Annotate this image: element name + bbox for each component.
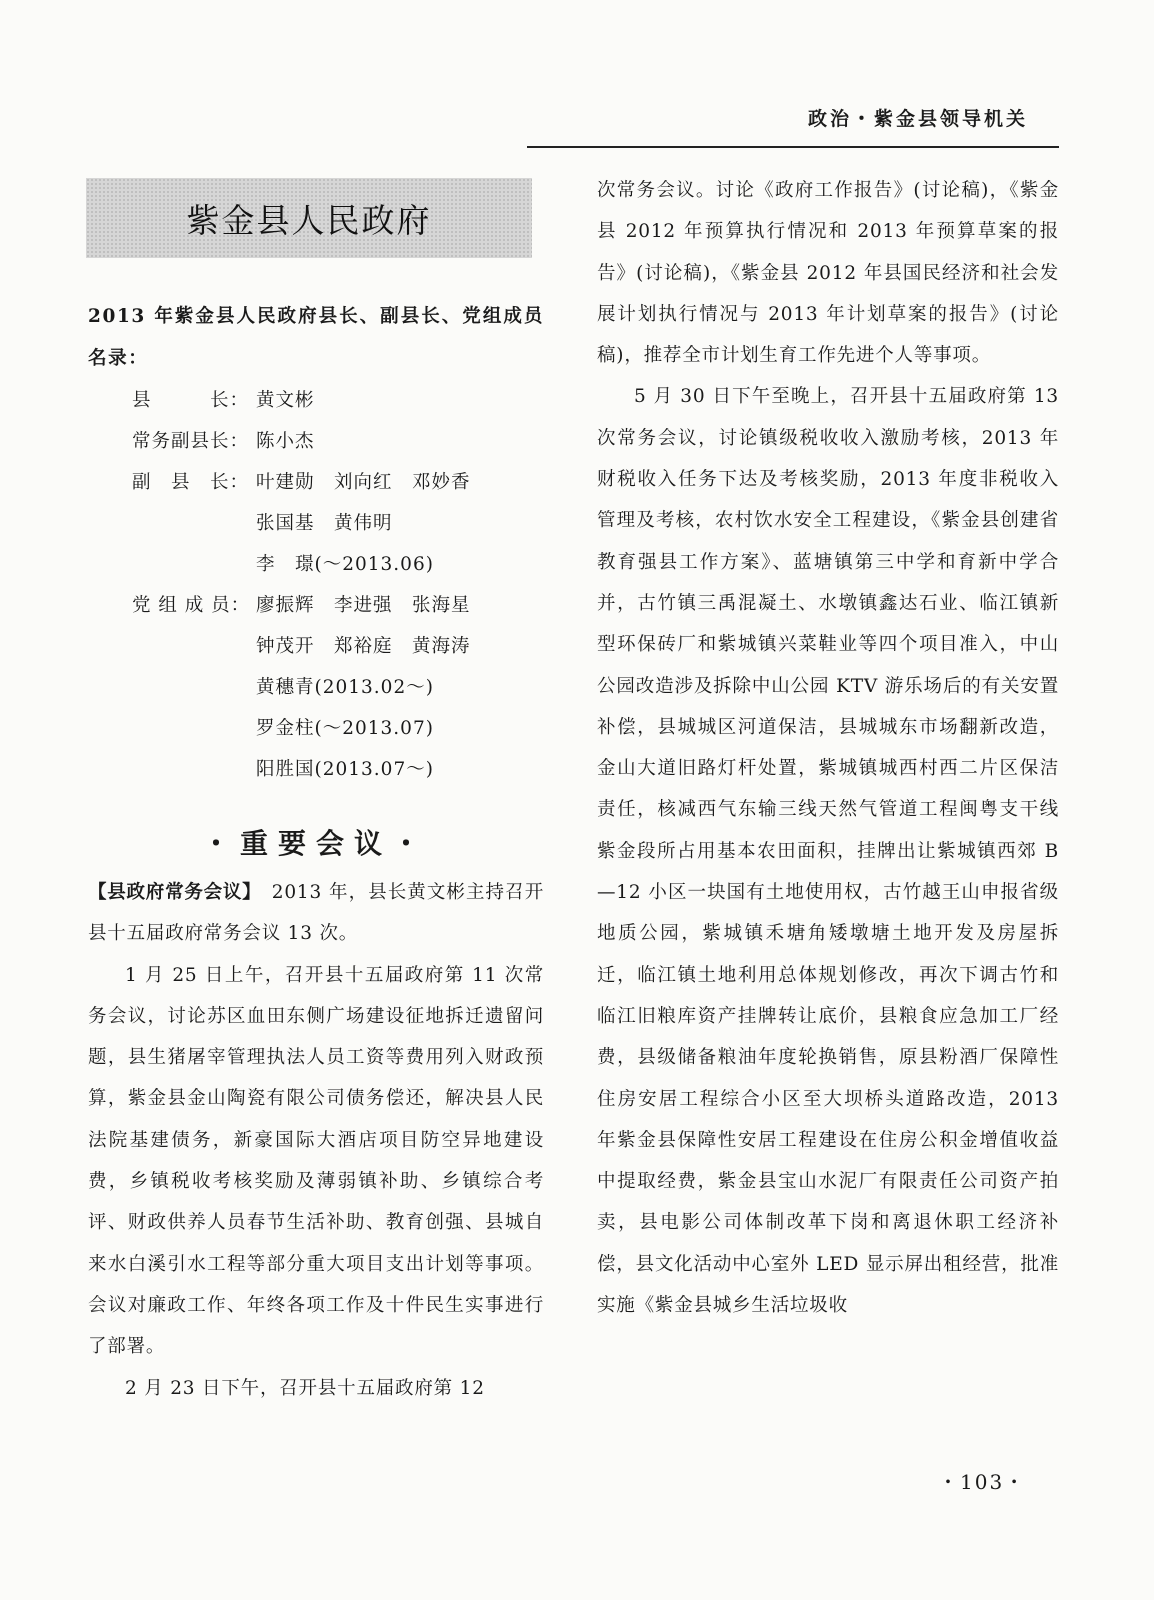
roster-name-line: 钟茂开 郑裕庭 黄海涛 [256,636,471,657]
roster-name-line: 阳胜国(2013.07～) [256,759,434,780]
body-paragraph: 次常务会议。讨论《政府工作报告》(讨论稿)，《紫金县 2012 年预算执行情况和 2013 年预算草案的报告》(讨论稿)，《紫金县 2012 年县国民经济和社会发展计划执行情况与 2013 年计划草案的报告》(讨论稿)，推荐全市计划生育工作先进个人等事项。 [597,180,1059,367]
roster-names [256,585,544,790]
body-paragraph: 5 月 30 日下午至晚上，召开县十五届政府第 13 次常务会议，讨论镇级税收收入激励考核，2013 年财税收入任务下达及考核奖励，2013 年度非税收入管理及考核，农村饮水安全工程建设，《紫金县创建省教育强县工作方案》、蓝塘镇第三中学和育新中学合并，古竹镇三禹混凝土、水墩镇鑫达石业、临江镇新型环保砖厂和紫城镇兴菜鞋业等四个项目准入，中山公园改造涉及拆除中山公园 KTV 游乐场后的有关安置补偿，县城城区河道保洁，县城城东市场翻新改造，金山大道旧路灯杆处置，紫城镇城西村西二片区保洁责任，核减西气东输三线天然气管道工程闽粤支干线紫金段所占用基本农田面积，挂牌出让紫城镇西郊 B—12 小区一块国有土地使用权，古竹越王山申报省级地质公园，紫城镇禾塘角矮墩塘土地开发及房屋拆迁，临江镇土地利用总体规划修改，再次下调古竹和临江旧粮库资产挂牌转让底价，县粮食应急加工厂经费，县级储备粮油年度轮换销售，原县粉酒厂保障性住房安居工程综合小区至大坝桥头道路改造，2013 年紫金县保障性安居工程建设在住房公积金增值收益中提取经费，紫金县宝山水泥厂有限责任公司资产拍卖，县电影公司体制改革下岗和离退休职工经济补偿，县文化活动中心室外 LED 显示屏出租经营，批准实施《紫金县城乡生活垃圾收 [597,386,1059,1317]
roster-role: 党 组 成 员： [132,595,251,616]
header-rule [527,146,1059,148]
roster-name-line: 陈小杰 [256,431,315,452]
roster-name-line: 叶建勋 刘向红 邓妙香 [256,472,471,493]
roster-row [88,462,544,585]
roster-row [88,380,544,421]
roster-heading: 2013 年紫金县人民政府县长、副县长、党组成员名录： [88,306,544,369]
roster-names [256,380,544,421]
roster-names [256,462,544,585]
roster-row [88,421,544,462]
roster-names [256,421,544,462]
roster-name-line: 李 璟(～2013.06) [256,554,434,575]
roster-role: 县 长： [132,390,250,411]
body-paragraph: 1 月 25 日上午，召开县十五届政府第 11 次常务会议，讨论苏区血田东侧广场建设征地拆迁遗留问题，县生猪屠宰管理执法人员工资等费用列入财政预算，紫金县金山陶瓷有限公司债务偿还，解决县人民法院基建债务，新豪国际大酒店项目防空异地建设费，乡镇税收考核奖励及薄弱镇补助、乡镇综合考评、财政供养人员春节生活补助、教育创强、县城自来水白溪引水工程等部分重大项目支出计划等事项。会议对廉政工作、年终各项工作及十件民生实事进行了部署。 [88,964,544,1358]
roster-role: 副 县 长： [132,472,250,493]
left-column [88,178,544,1409]
section-heading: ・重要会议・ [201,827,430,860]
roster-name-line: 罗金柱(～2013.07) [256,718,434,739]
roster-name-line: 黄穗青(2013.02～) [256,677,434,698]
roster-list [88,380,544,790]
roster-row [88,585,544,790]
body-paragraph [88,872,544,955]
roster-name-line: 黄文彬 [256,390,315,411]
roster-name-line: 廖振辉 李进强 张海星 [256,595,471,616]
page-number: ・103・ [938,1470,1027,1494]
roster-name-line: 张国基 黄伟明 [256,513,393,534]
roster-role: 常务副县长： [132,431,250,452]
running-head: 政治・紫金县领导机关 [807,108,1028,130]
body-paragraph: 2 月 23 日下午，召开县十五届政府第 12 [125,1377,485,1399]
run-in-label: 【县政府常务会议】 [88,882,253,903]
page-title: 紫金县人民政府 [86,178,532,258]
right-column [597,170,1059,1326]
paragraph-text: 2013 年，县长黄文彬主持召开县十五届政府常务会议 13 次。 [88,882,544,945]
